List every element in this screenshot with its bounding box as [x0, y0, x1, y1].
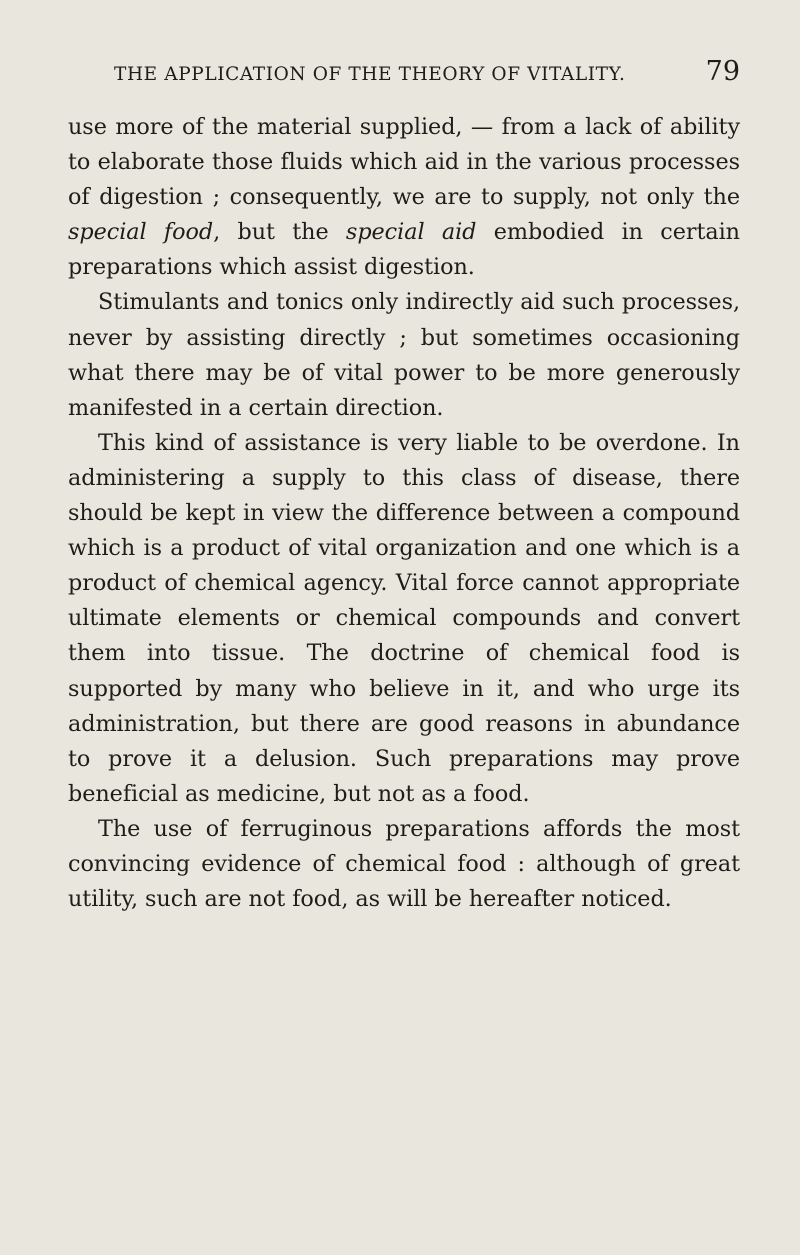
emphasis-special-aid: special aid [345, 219, 477, 246]
paragraph-2: Stimulants and tonics only indirectly aid such processes, never by assisting directly ; but sometimes occasioning what there may be of vital power to be more generously manifested in a certain direction. [68, 289, 740, 421]
running-head [68, 58, 740, 102]
emphasis-special-food: special food [68, 219, 214, 246]
paragraph-1-text-c: embodied in certain preparations which assist digestion. [68, 219, 740, 281]
running-title: THE APPLICATION OF THE THEORY OF VITALITY. [114, 64, 626, 85]
paragraph-1-text-a: use more of the material supplied, — from a lack of ability to elaborate those fluids which aid in the various processes of digestion ; consequently, we are to supply, not only the [68, 114, 740, 211]
paragraph-3: This kind of assistance is very liable to be overdone. In administering a supply to this class of disease, there should be kept in view the difference between a compound which is a product of vital organization and one which is a product of chemical agency. Vital force cannot appropriate ultimate elements or chemical compounds and convert them into tissue. The doctrine of chemical food is supported by many who believe in it, and who urge its administration, but there are good reasons in abundance to prove it a delusion. Such preparations may prove beneficial as medicine, but not as a food. [68, 429, 740, 807]
paragraph-1-text-b: , but the [213, 219, 346, 246]
paragraph-4: The use of ferruginous preparations affords the most convincing evidence of chemical food : although of great utility, such are not food, as will be hereafter noticed. [68, 815, 740, 913]
paragraph-1 [68, 110, 740, 285]
body-text [68, 110, 740, 917]
page-number: 79 [705, 56, 740, 87]
